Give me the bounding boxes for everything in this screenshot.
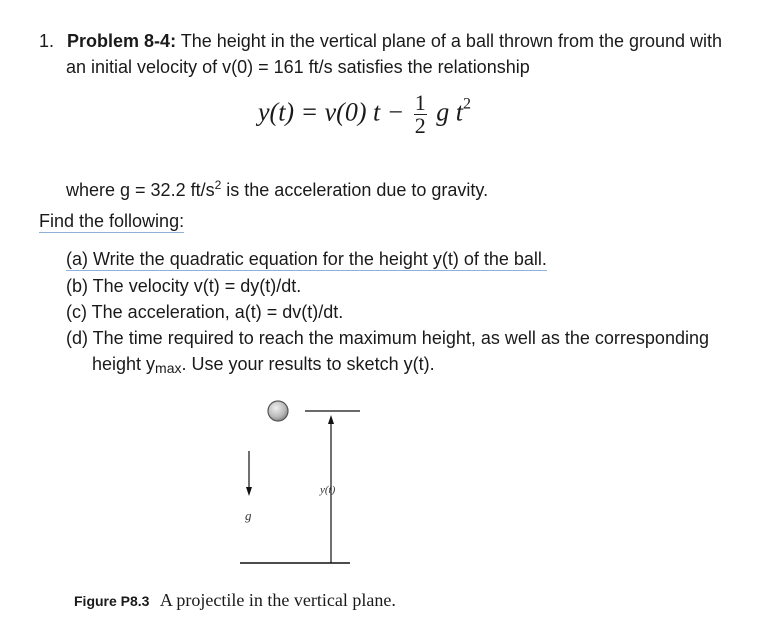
equation-rhs: g t xyxy=(436,97,463,127)
figure-caption xyxy=(74,590,396,611)
gravity-arrow-head xyxy=(246,487,252,496)
part-c: (c) The acceleration, a(t) = dv(t)/dt. xyxy=(66,302,344,322)
problem-text-1: The height in the vertical plane of a ball thrown from the ground with xyxy=(180,31,723,51)
gravity-rest: is the acceleration due to gravity. xyxy=(221,180,489,200)
equation-lhs: y(t) = v(0) t − xyxy=(258,97,405,127)
y-axis-label: y(t) xyxy=(320,484,336,496)
equation-exponent: 2 xyxy=(462,95,471,113)
fraction-denominator: 2 xyxy=(414,113,426,138)
gravity-text: where g = 32.2 ft/s xyxy=(66,180,215,200)
part-d-line-1: (d) The time required to reach the maximum height, as well as the corresponding xyxy=(66,328,709,348)
g-label: g xyxy=(245,508,252,523)
problem-number: 1. xyxy=(39,31,55,51)
ball xyxy=(268,401,288,421)
find-heading: Find the following: xyxy=(39,211,185,231)
caption-text: A projectile in the vertical plane. xyxy=(159,590,396,610)
part-d-text: height y xyxy=(92,354,156,374)
gravity-exponent: 2 xyxy=(214,178,222,192)
ymax-subscript: max xyxy=(155,360,182,376)
fraction-numerator: 1 xyxy=(414,90,426,115)
problem-line-2: an initial velocity of v(0) = 161 ft/s satisfies the relationship xyxy=(66,57,530,77)
part-d-rest: . Use your results to sketch y(t). xyxy=(181,354,435,374)
problem-title: Problem 8-4: xyxy=(67,31,177,51)
part-b: (b) The velocity v(t) = dy(t)/dt. xyxy=(66,276,302,296)
caption-label: Figure P8.3 xyxy=(74,593,150,609)
part-a: (a) Write the quadratic equation for the height y(t) of the ball. xyxy=(66,249,547,269)
height-arrow-head xyxy=(328,415,334,424)
